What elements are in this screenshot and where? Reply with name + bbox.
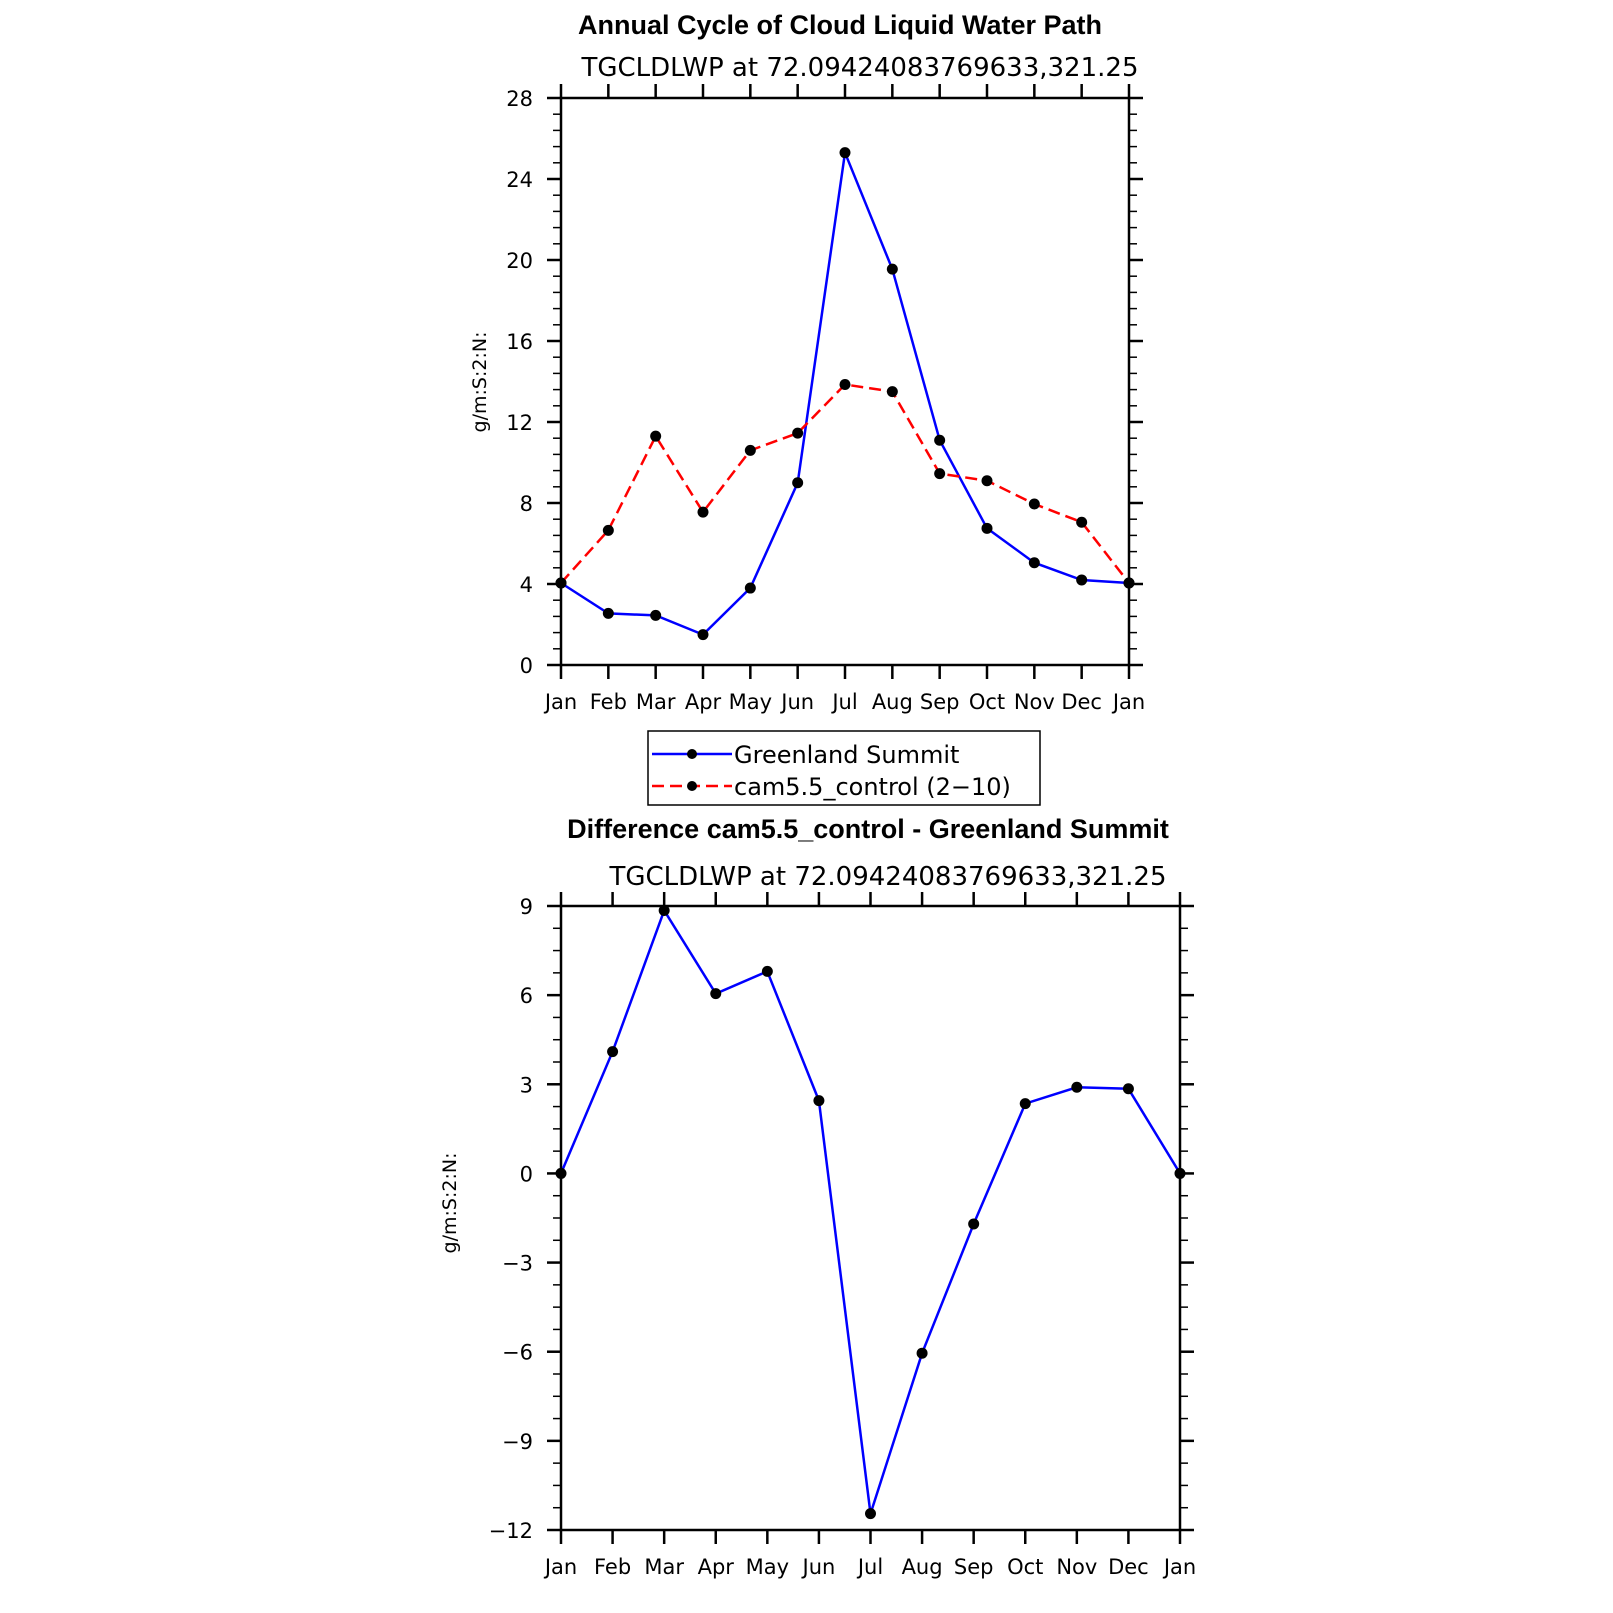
series-line-0 xyxy=(561,153,1129,635)
x-tick-label: Jan xyxy=(544,1555,578,1579)
data-point xyxy=(745,445,756,456)
difference-chart xyxy=(439,814,1196,1579)
data-point xyxy=(762,966,773,977)
y-tick-label: 20 xyxy=(506,249,533,273)
x-tick-label: Dec xyxy=(1108,1555,1149,1579)
data-point xyxy=(650,610,661,621)
data-point xyxy=(917,1348,928,1359)
data-point xyxy=(865,1508,876,1519)
y-tick-label: 0 xyxy=(519,1162,533,1187)
y-tick-label: −9 xyxy=(502,1429,533,1454)
x-tick-label: Dec xyxy=(1061,690,1102,714)
data-point xyxy=(556,1168,567,1179)
x-tick-label: Feb xyxy=(593,1555,632,1579)
data-point xyxy=(792,477,803,488)
data-point xyxy=(698,507,709,518)
x-tick-label: May xyxy=(728,690,773,714)
legend-marker-cam xyxy=(687,781,697,791)
annual-cycle-chart xyxy=(469,10,1145,805)
axes-frame xyxy=(506,84,1145,714)
data-point xyxy=(1029,557,1040,568)
chart-title: Annual Cycle of Cloud Liquid Water Path xyxy=(577,10,1103,40)
y-tick-label: −6 xyxy=(502,1340,533,1365)
x-tick-label: Jul xyxy=(857,1555,884,1579)
x-tick-label: Jul xyxy=(832,690,858,714)
y-tick-label: 24 xyxy=(506,168,533,192)
x-tick-label: Aug xyxy=(871,690,913,714)
x-tick-label: Feb xyxy=(589,690,627,714)
data-point xyxy=(556,577,567,588)
y-tick-label: 9 xyxy=(519,895,533,919)
x-tick-label: Jan xyxy=(1163,1555,1197,1579)
x-tick-label: Mar xyxy=(635,690,676,714)
x-tick-label: Nov xyxy=(1056,1555,1098,1579)
y-tick-label: 28 xyxy=(506,87,533,111)
y-axis-label: g/m:S:2:N: xyxy=(439,1152,461,1254)
y-tick-label: 0 xyxy=(519,654,533,678)
x-tick-label: Sep xyxy=(919,690,960,714)
data-point xyxy=(968,1218,979,1229)
data-point xyxy=(792,428,803,439)
x-tick-label: Oct xyxy=(1007,1555,1044,1579)
series-line-1 xyxy=(561,385,1129,584)
legend-marker-greenland xyxy=(687,749,697,759)
chart-subtitle: TGCLDLWP at 72.09424083769633,321.25 xyxy=(609,862,1167,892)
legend-label-cam: cam5.5_control (2−10) xyxy=(734,773,1011,801)
data-point xyxy=(887,386,898,397)
data-point xyxy=(698,629,709,640)
data-point xyxy=(813,1095,824,1106)
data-point xyxy=(603,525,614,536)
y-tick-label: 12 xyxy=(506,411,533,435)
y-tick-label: −12 xyxy=(488,1519,533,1543)
data-point xyxy=(1123,1083,1134,1094)
data-point xyxy=(607,1046,618,1057)
x-tick-label: Jan xyxy=(544,690,578,714)
data-point xyxy=(1076,517,1087,528)
data-point xyxy=(887,264,898,275)
y-tick-label: −3 xyxy=(502,1251,533,1276)
x-tick-label: Mar xyxy=(644,1555,684,1579)
x-tick-label: Nov xyxy=(1013,690,1055,714)
y-tick-label: 4 xyxy=(519,573,533,597)
data-point xyxy=(1175,1168,1186,1179)
y-tick-label: 8 xyxy=(519,492,533,516)
data-point xyxy=(1076,574,1087,585)
data-point xyxy=(934,435,945,446)
plot-frame xyxy=(561,906,1180,1530)
x-tick-label: Sep xyxy=(953,1555,994,1579)
data-point xyxy=(982,475,993,486)
series-line-0 xyxy=(561,911,1180,1514)
x-tick-label: Aug xyxy=(901,1555,943,1579)
data-point xyxy=(745,583,756,594)
data-point xyxy=(1124,577,1135,588)
data-point xyxy=(840,147,851,158)
data-point xyxy=(650,431,661,442)
data-point xyxy=(710,988,721,999)
x-tick-label: Jun xyxy=(802,1555,836,1579)
y-tick-label: 6 xyxy=(519,984,533,1009)
x-tick-label: May xyxy=(745,1555,790,1579)
axes-frame xyxy=(489,892,1197,1579)
chart-title: Difference cam5.5_control - Greenland Summit xyxy=(567,814,1169,844)
data-point xyxy=(659,905,670,916)
legend xyxy=(648,731,1040,805)
y-tick-label: 16 xyxy=(506,330,533,354)
series-group xyxy=(556,147,1135,640)
y-axis-label: g/m:S:2:N: xyxy=(469,331,491,433)
y-tick-label: 3 xyxy=(519,1073,533,1098)
x-tick-label: Apr xyxy=(697,1555,734,1579)
legend-label-greenland: Greenland Summit xyxy=(734,741,960,769)
data-point xyxy=(603,608,614,619)
x-tick-label: Apr xyxy=(684,690,722,714)
data-point xyxy=(934,468,945,479)
series-group xyxy=(556,905,1186,1519)
x-tick-label: Jun xyxy=(781,690,815,714)
data-point xyxy=(982,523,993,534)
data-point xyxy=(840,379,851,390)
x-tick-label: Oct xyxy=(968,690,1006,714)
data-point xyxy=(1020,1098,1031,1109)
chart-subtitle: TGCLDLWP at 72.09424083769633,321.25 xyxy=(581,53,1139,83)
x-tick-label: Jan xyxy=(1112,690,1146,714)
data-point xyxy=(1071,1082,1082,1093)
data-point xyxy=(1029,499,1040,510)
